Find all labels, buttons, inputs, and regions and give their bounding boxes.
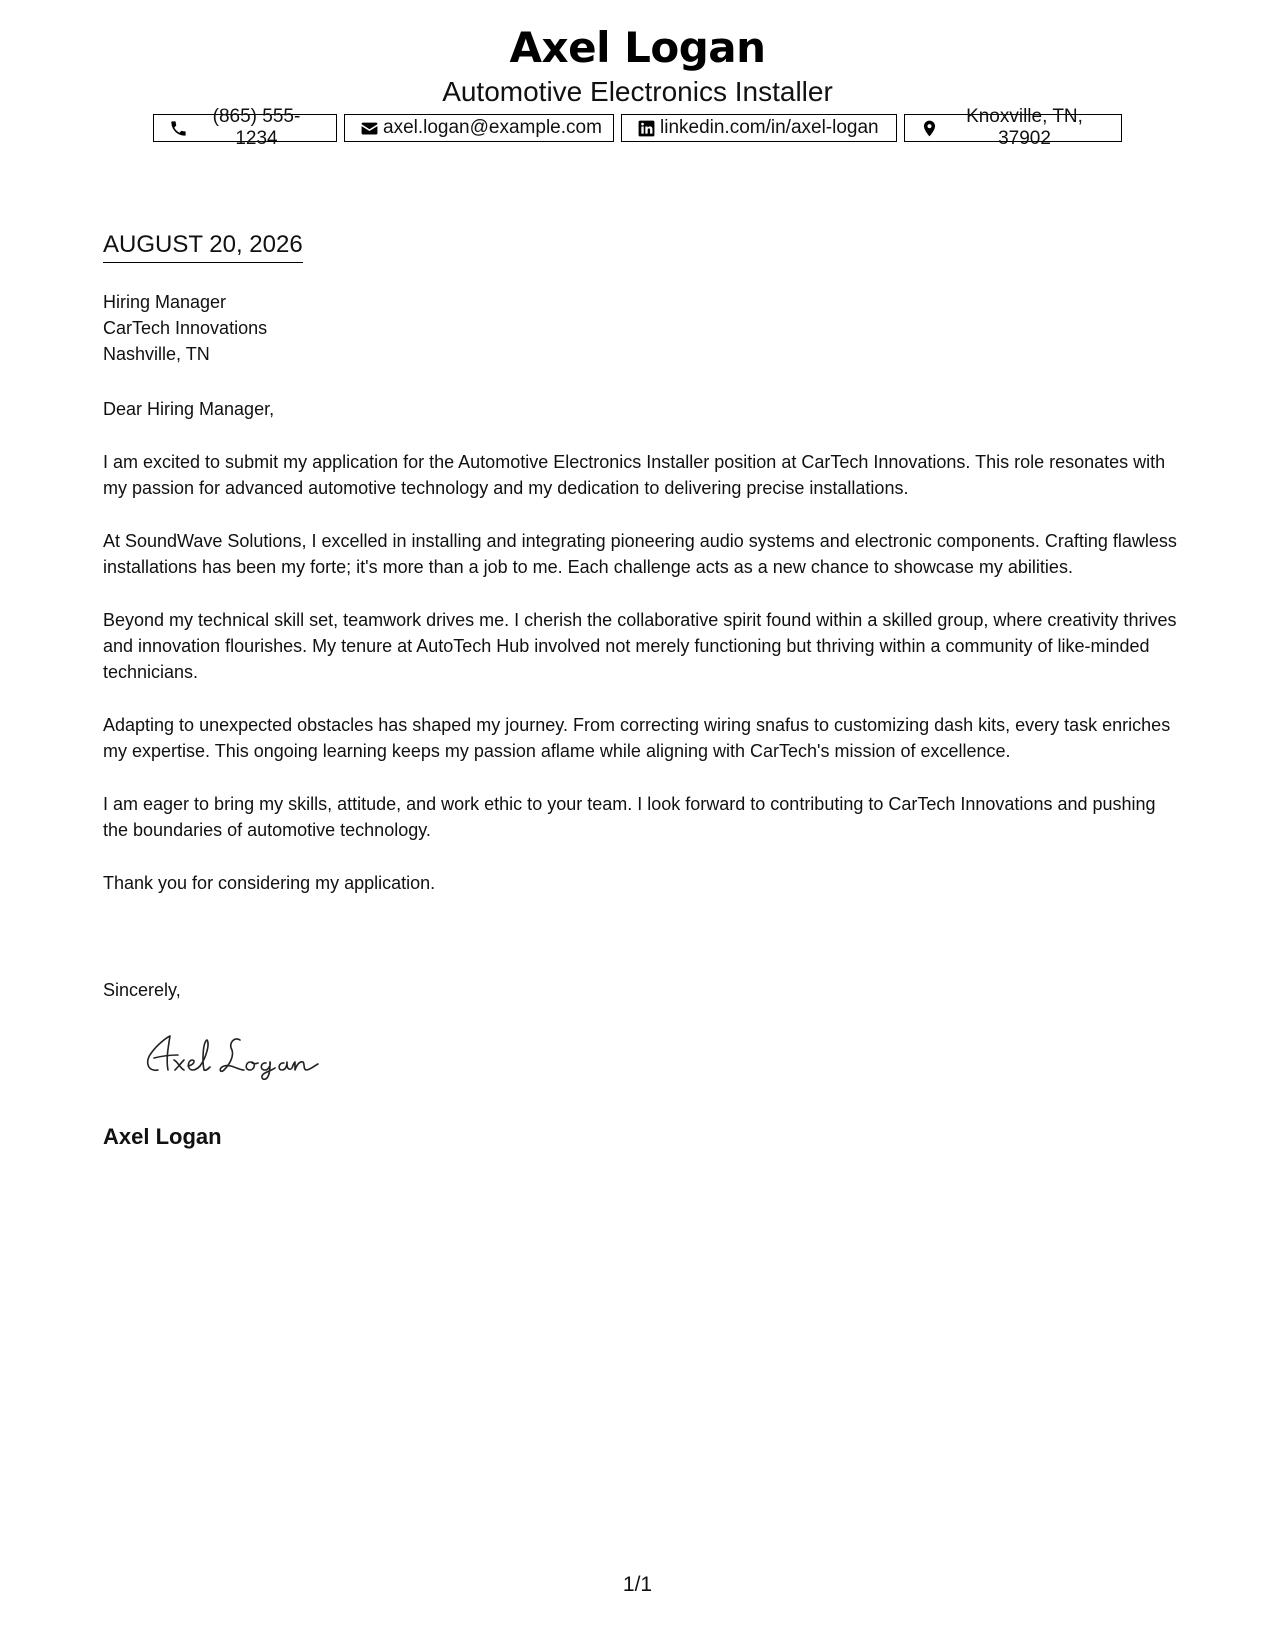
salutation: Dear Hiring Manager, <box>103 399 275 419</box>
letter-body <box>103 396 1178 923</box>
body-paragraph-2: At SoundWave Solutions, I excelled in installing and integrating pioneering audio systems and electronic components. Crafting flawless installations has been my forte; it's more than a job to me. Each challenge acts as a new chance to showcase my abilities. <box>103 531 1177 577</box>
envelope-icon <box>360 119 379 138</box>
location-text: Knoxville, TN, 37902 <box>966 106 1083 149</box>
body-paragraph-6: Thank you for considering my application. <box>103 873 436 893</box>
body-paragraph-1: I am excited to submit my application for the Automotive Electronics Installer position at CarTech Innovations. This role resonates with my passion for advanced automotive technology and my dedication to delivering precise installations. <box>103 452 1166 498</box>
recipient-title: Hiring Manager <box>103 292 227 312</box>
email-text: axel.logan@example.com <box>383 117 602 138</box>
recipient-location: Nashville, TN <box>103 344 210 364</box>
body-paragraph-5: I am eager to bring my skills, attitude, and work ethic to your team. I look forward to contributing to CarTech Innovations and pushing the boundaries of automotive technology. <box>103 794 1156 840</box>
closing: Sincerely, <box>103 980 181 1000</box>
letter-header <box>0 20 1275 149</box>
linkedin-text: linkedin.com/in/axel-logan <box>660 117 879 138</box>
contact-bar <box>0 106 1275 149</box>
signer-name: Axel Logan <box>103 1124 222 1149</box>
contact-phone[interactable] <box>153 106 337 149</box>
recipient-block <box>103 289 267 367</box>
page-number: 1/1 <box>622 1573 653 1596</box>
contact-email[interactable] <box>344 114 614 142</box>
applicant-role: Automotive Electronics Installer <box>442 76 833 107</box>
body-paragraph-3: Beyond my technical skill set, teamwork drives me. I cherish the collaborative spirit found within a skilled group, where creativity thrives and innovation flourishes. My tenure at AutoTech Hub involved not merely functioning but thriving within a community of like-minded technicians. <box>103 610 1177 682</box>
body-paragraph-4: Adapting to unexpected obstacles has shaped my journey. From correcting wiring snafus to customizing dash kits, every task enriches my expertise. This ongoing learning keeps my passion aflame while aligning with CarTech's mission of excellence. <box>103 715 1171 761</box>
linkedin-icon <box>637 119 656 138</box>
letter-date: AUGUST 20, 2026 <box>103 230 303 263</box>
contact-linkedin[interactable] <box>621 114 897 142</box>
contact-location[interactable] <box>904 106 1122 149</box>
phone-text: (865) 555-1234 <box>212 106 301 149</box>
map-pin-icon <box>920 119 939 138</box>
phone-icon <box>169 119 188 138</box>
applicant-name: Axel Logan <box>509 23 766 72</box>
recipient-company: CarTech Innovations <box>103 318 268 338</box>
handwritten-signature <box>140 1030 330 1080</box>
